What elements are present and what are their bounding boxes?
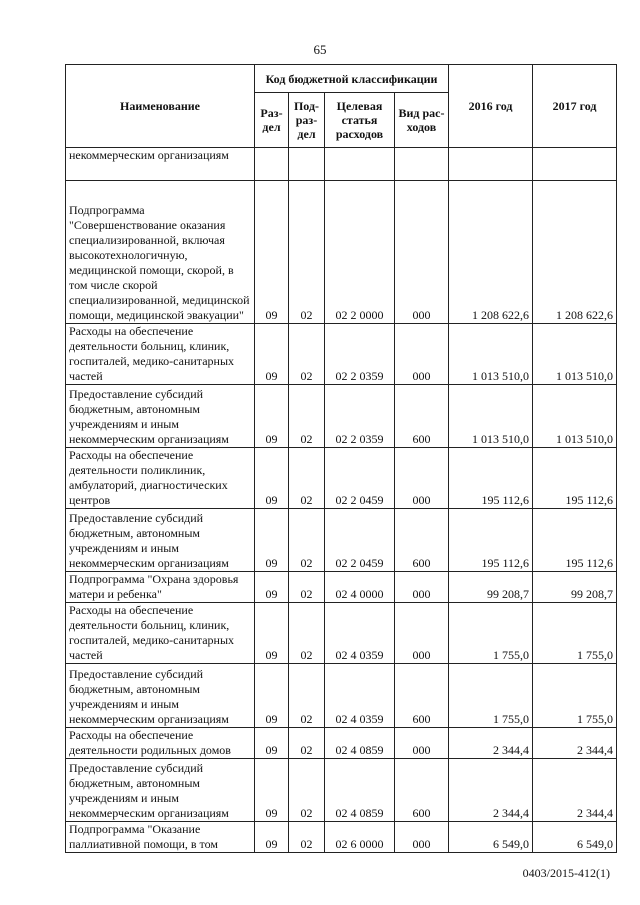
row-target: 02 2 0459 — [325, 448, 395, 509]
table-row — [66, 664, 617, 728]
table-row — [66, 385, 617, 448]
row-vid: 600 — [395, 664, 449, 728]
row-name: Подпрограмма "Совершенствование оказания специализированной, включая высокотехнологичную, медицинской помощи, скорой, в том числе скорой специализированной, медицинской помощи, медицинской эвакуации" — [66, 181, 255, 324]
row-vid: 000 — [395, 572, 449, 603]
header-razdel: Раз-дел — [255, 93, 289, 148]
row-2017: 195 112,6 — [533, 448, 617, 509]
row-podrazdel: 02 — [289, 448, 325, 509]
row-2016: 195 112,6 — [449, 448, 533, 509]
row-2017: 6 549,0 — [533, 822, 617, 853]
row-razdel: 09 — [255, 759, 289, 822]
header-vid: Вид рас-ходов — [395, 93, 449, 148]
row-2016: 99 208,7 — [449, 572, 533, 603]
row-2017: 1 208 622,6 — [533, 181, 617, 324]
row-2017: 2 344,4 — [533, 728, 617, 759]
table-row — [66, 728, 617, 759]
row-name: Подпрограмма "Оказание паллиативной помощи, в том — [66, 822, 255, 853]
header-code-group: Код бюджетной классификации — [255, 65, 449, 93]
row-vid — [395, 148, 449, 181]
row-podrazdel — [289, 148, 325, 181]
header-name: Наименование — [66, 65, 255, 148]
row-target: 02 2 0000 — [325, 181, 395, 324]
row-name: Предоставление субсидий бюджетным, автономным учреждениям и иным некоммерческим организациям — [66, 385, 255, 448]
row-vid: 000 — [395, 728, 449, 759]
row-2016: 1 755,0 — [449, 603, 533, 664]
row-target: 02 4 0859 — [325, 728, 395, 759]
row-2017: 1 013 510,0 — [533, 385, 617, 448]
row-podrazdel: 02 — [289, 324, 325, 385]
row-razdel: 09 — [255, 509, 289, 572]
row-target: 02 2 0359 — [325, 324, 395, 385]
row-razdel: 09 — [255, 822, 289, 853]
row-razdel: 09 — [255, 664, 289, 728]
row-name: Расходы на обеспечение деятельности больниц, клиник, госпиталей, медико-санитарных частей — [66, 603, 255, 664]
row-vid: 600 — [395, 509, 449, 572]
table-row — [66, 181, 617, 324]
table-row — [66, 822, 617, 853]
row-razdel — [255, 148, 289, 181]
header-year-2016: 2016 год — [449, 65, 533, 148]
row-name: Предоставление субсидий бюджетным, автономным учреждениям и иным некоммерческим организациям — [66, 509, 255, 572]
row-target: 02 2 0459 — [325, 509, 395, 572]
row-target — [325, 148, 395, 181]
row-name: Расходы на обеспечение деятельности больниц, клиник, госпиталей, медико-санитарных частей — [66, 324, 255, 385]
row-razdel: 09 — [255, 572, 289, 603]
row-vid: 000 — [395, 603, 449, 664]
row-podrazdel: 02 — [289, 181, 325, 324]
row-2017: 2 344,4 — [533, 759, 617, 822]
header-year-2017: 2017 год — [533, 65, 617, 148]
row-podrazdel: 02 — [289, 728, 325, 759]
row-name: некоммерческим организациям — [66, 148, 255, 181]
table-row — [66, 509, 617, 572]
row-2016: 1 208 622,6 — [449, 181, 533, 324]
row-razdel: 09 — [255, 448, 289, 509]
row-2017: 1 755,0 — [533, 603, 617, 664]
page-number: 65 — [313, 42, 327, 57]
row-podrazdel: 02 — [289, 385, 325, 448]
row-2017: 1 755,0 — [533, 664, 617, 728]
row-vid: 000 — [395, 181, 449, 324]
row-name: Расходы на обеспечение деятельности родильных домов — [66, 728, 255, 759]
header-podrazdel: Под-раз-дел — [289, 93, 325, 148]
row-target: 02 4 0000 — [325, 572, 395, 603]
row-2017 — [533, 148, 617, 181]
row-razdel: 09 — [255, 385, 289, 448]
row-podrazdel: 02 — [289, 603, 325, 664]
table-row — [66, 603, 617, 664]
row-razdel: 09 — [255, 603, 289, 664]
row-2016: 2 344,4 — [449, 759, 533, 822]
table-row — [66, 572, 617, 603]
row-vid: 000 — [395, 324, 449, 385]
row-2016: 6 549,0 — [449, 822, 533, 853]
row-podrazdel: 02 — [289, 822, 325, 853]
row-2016: 2 344,4 — [449, 728, 533, 759]
row-target: 02 4 0359 — [325, 664, 395, 728]
row-target: 02 4 0859 — [325, 759, 395, 822]
row-podrazdel: 02 — [289, 759, 325, 822]
row-razdel: 09 — [255, 181, 289, 324]
row-podrazdel: 02 — [289, 572, 325, 603]
row-name: Предоставление субсидий бюджетным, автономным учреждениям и иным некоммерческим организациям — [66, 664, 255, 728]
budget-table — [65, 64, 617, 853]
document-code: 0403/2015-412(1) — [522, 866, 610, 880]
row-target: 02 2 0359 — [325, 385, 395, 448]
row-2016 — [449, 148, 533, 181]
row-vid: 000 — [395, 448, 449, 509]
row-vid: 600 — [395, 759, 449, 822]
row-podrazdel: 02 — [289, 509, 325, 572]
table-row — [66, 448, 617, 509]
row-razdel: 09 — [255, 728, 289, 759]
row-name: Подпрограмма "Охрана здоровья матери и ребенка" — [66, 572, 255, 603]
row-podrazdel: 02 — [289, 664, 325, 728]
table-row — [66, 148, 617, 181]
row-2016: 1 013 510,0 — [449, 385, 533, 448]
row-target: 02 6 0000 — [325, 822, 395, 853]
row-2017: 99 208,7 — [533, 572, 617, 603]
row-2017: 195 112,6 — [533, 509, 617, 572]
header-target: Целевая статья расходов — [325, 93, 395, 148]
table-row — [66, 324, 617, 385]
row-2017: 1 013 510,0 — [533, 324, 617, 385]
table-row — [66, 759, 617, 822]
row-name: Предоставление субсидий бюджетным, автономным учреждениям и иным некоммерческим организациям — [66, 759, 255, 822]
row-2016: 1 013 510,0 — [449, 324, 533, 385]
row-target: 02 4 0359 — [325, 603, 395, 664]
row-vid: 600 — [395, 385, 449, 448]
row-razdel: 09 — [255, 324, 289, 385]
row-2016: 195 112,6 — [449, 509, 533, 572]
row-2016: 1 755,0 — [449, 664, 533, 728]
row-name: Расходы на обеспечение деятельности поликлиник, амбулаторий, диагностических центров — [66, 448, 255, 509]
row-vid: 000 — [395, 822, 449, 853]
